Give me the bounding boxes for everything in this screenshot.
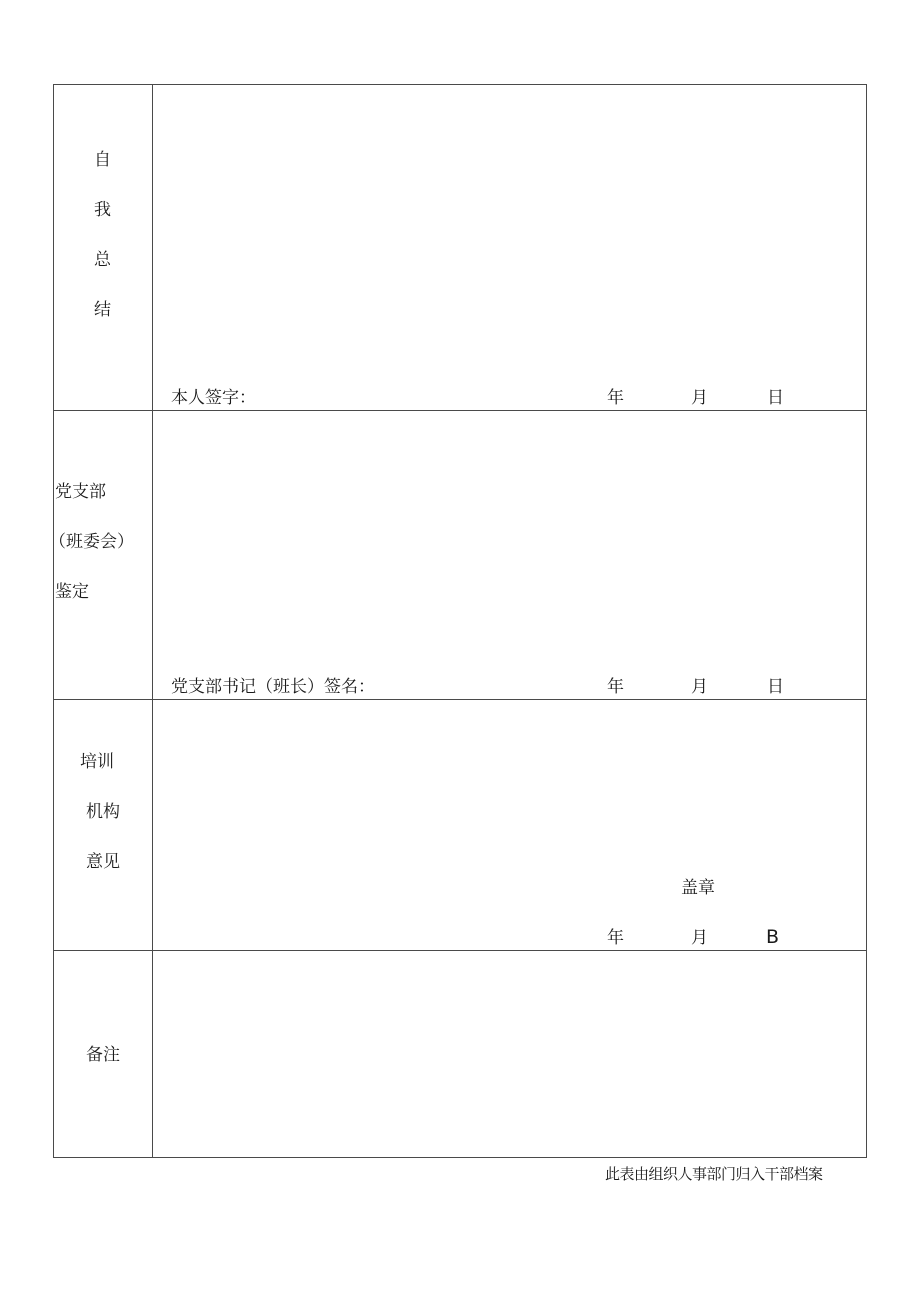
party-day-label: 日 [767, 677, 784, 697]
row-divider-3 [53, 950, 867, 951]
self-summary-label-char: 结 [94, 300, 111, 320]
self-summary-label-char: 我 [94, 200, 111, 220]
column-divider [152, 84, 153, 1158]
footer-note: 此表由组织人事部门归入干部档案 [605, 1165, 823, 1183]
party-branch-label-line: 鉴定 [55, 582, 89, 602]
row-divider-1 [53, 410, 867, 411]
seal-label: 盖章 [681, 878, 715, 898]
training-org-label-line: 意见 [86, 852, 120, 872]
secretary-signature-label: 党支部书记（班长）签名： [171, 677, 375, 697]
self-summary-label-char: 自 [94, 150, 111, 170]
remarks-label: 备注 [86, 1045, 120, 1065]
party-year-label: 年 [607, 677, 624, 697]
self-year-label: 年 [607, 388, 624, 408]
self-month-label: 月 [691, 388, 708, 408]
training-day-label: B [766, 926, 780, 948]
row-divider-2 [53, 699, 867, 700]
self-day-label: 日 [767, 388, 784, 408]
party-branch-label-line: （班委会） [49, 532, 134, 552]
party-month-label: 月 [691, 677, 708, 697]
party-branch-label-line: 党支部 [55, 482, 106, 502]
self-signature-label: 本人签字： [171, 388, 256, 408]
training-year-label: 年 [607, 928, 624, 948]
training-month-label: 月 [691, 928, 708, 948]
form-table [53, 84, 867, 1158]
self-summary-label-char: 总 [94, 250, 111, 270]
training-org-label-line: 机构 [86, 802, 120, 822]
training-org-label-line: 培训 [80, 752, 114, 772]
